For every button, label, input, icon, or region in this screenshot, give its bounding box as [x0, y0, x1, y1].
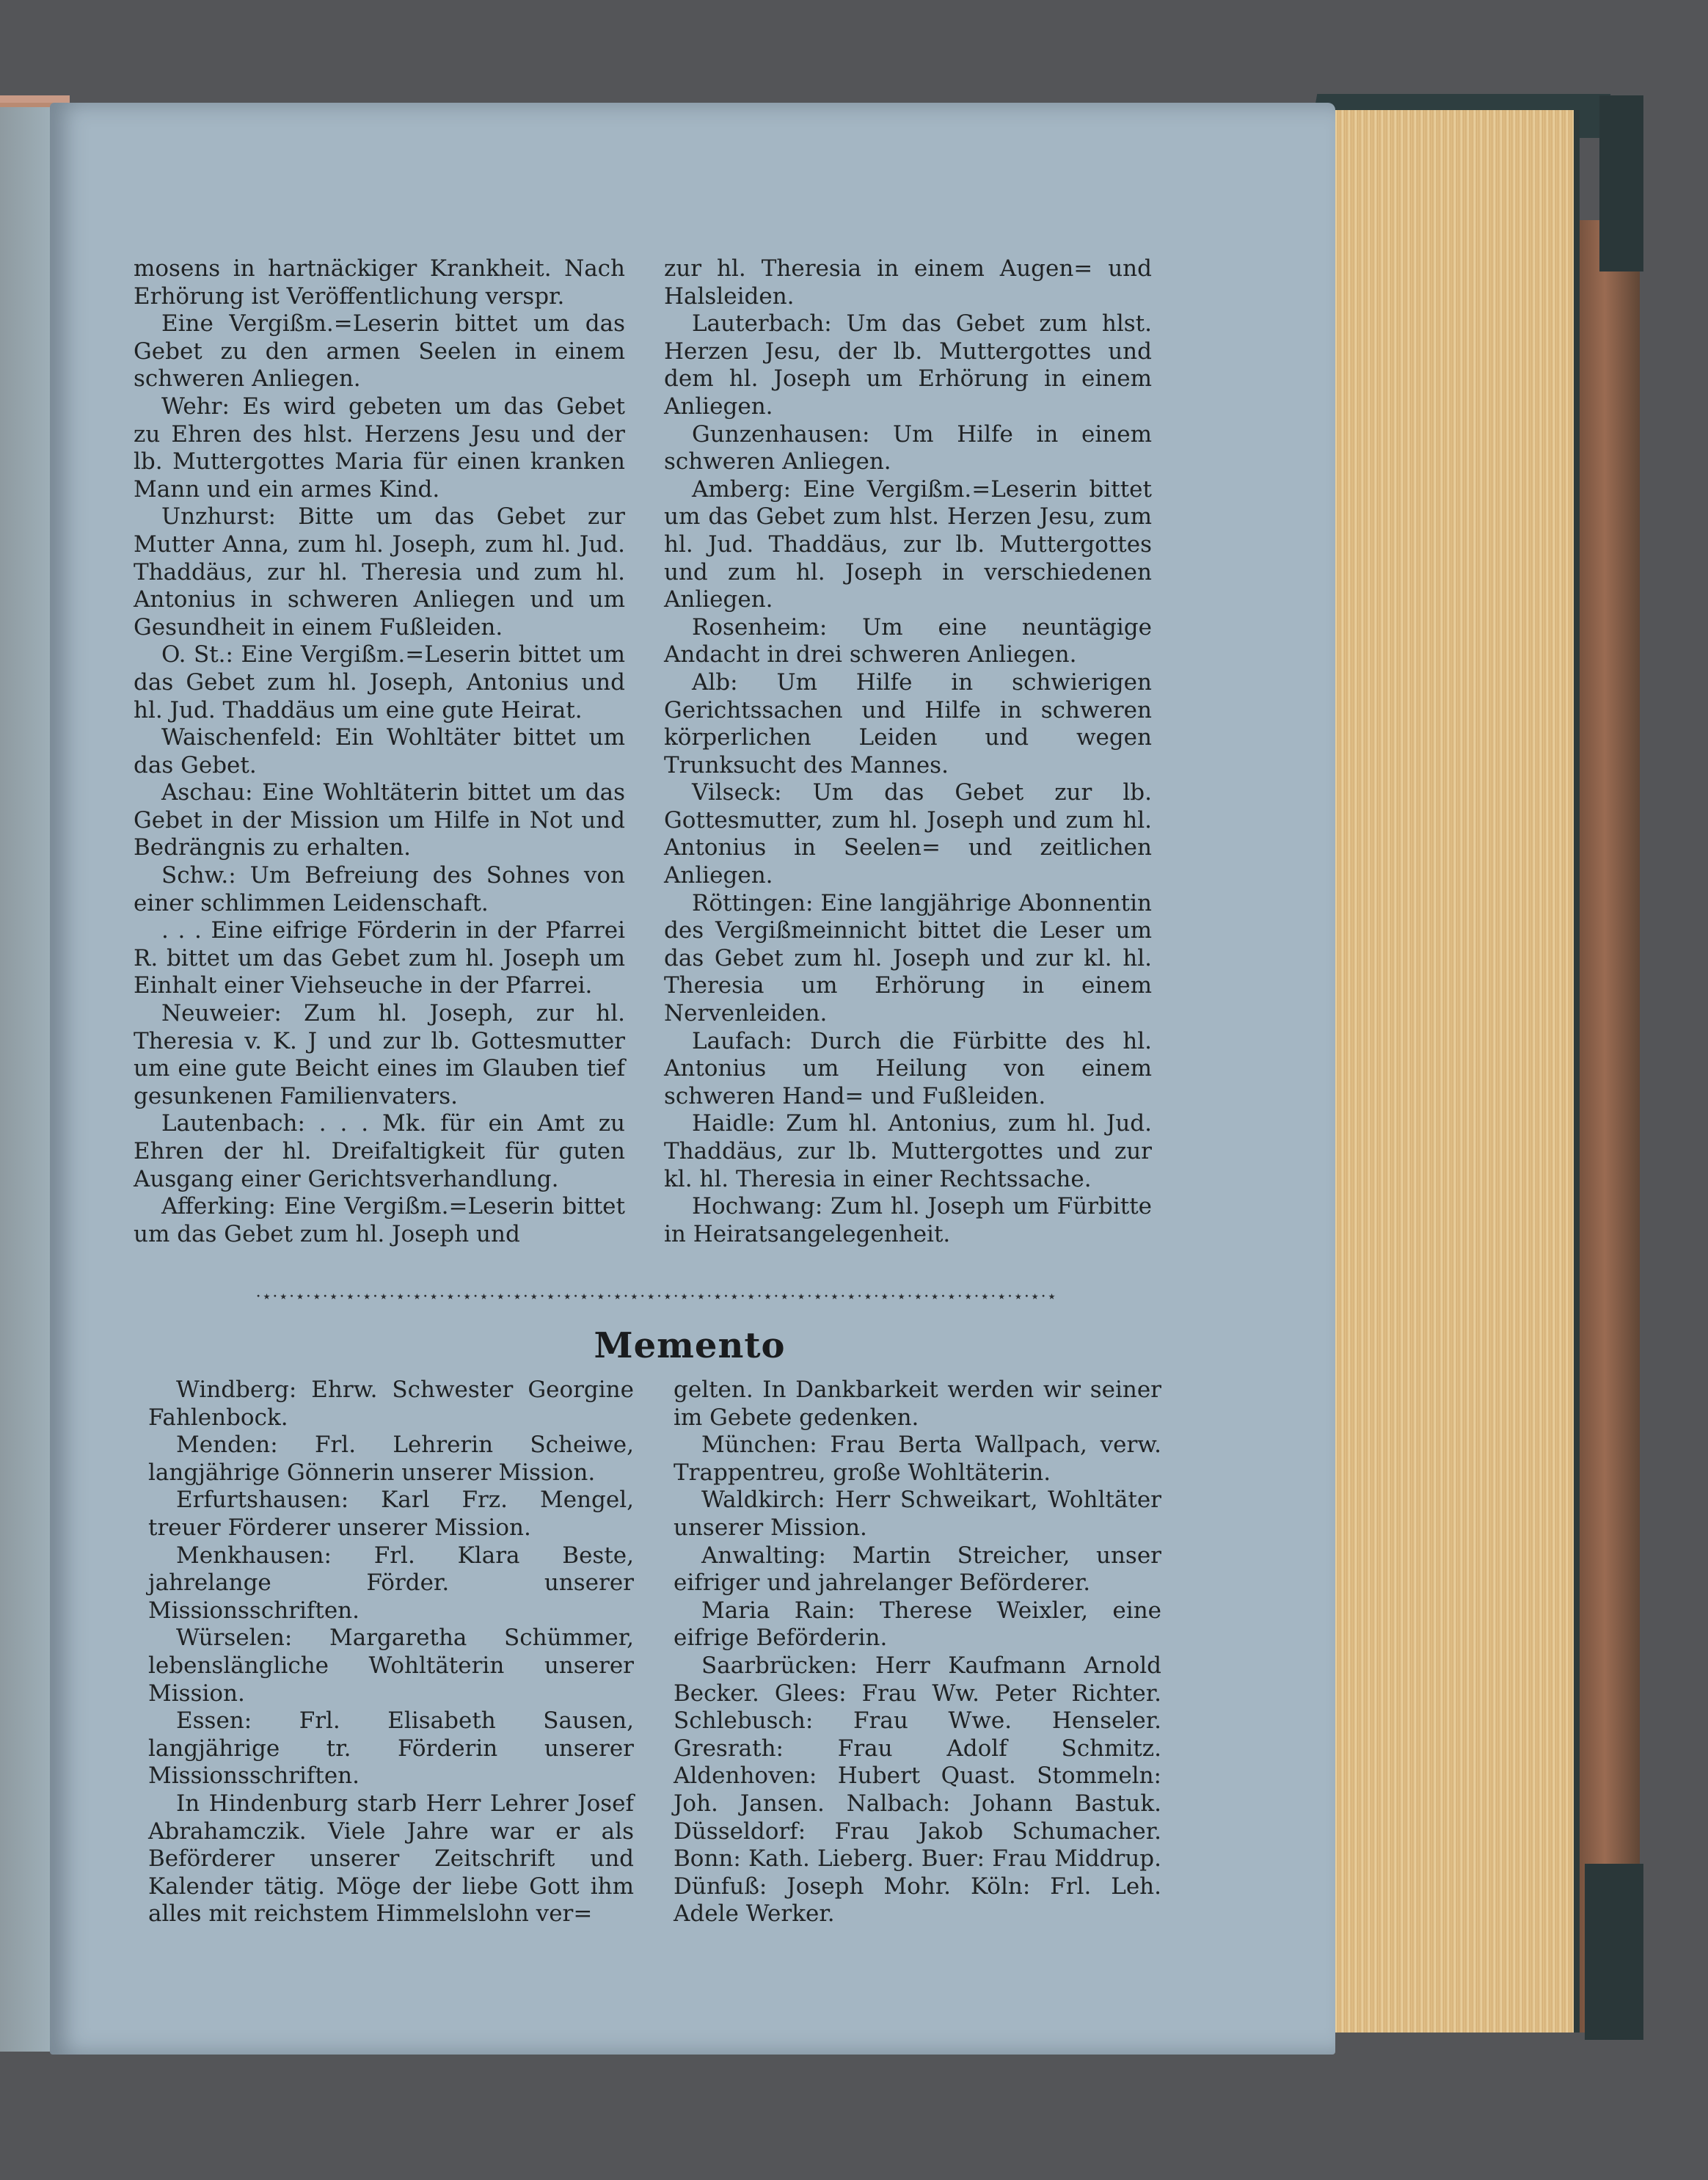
- prayer-entry: Schw.: Um Befreiung des Sohnes von einer schlimmen Leidenschaft.: [134, 862, 625, 916]
- prayer-entry: Lauterbach: Um das Gebet zum hlst. Herzen Jesu, der lb. Muttergottes und dem hl. Joseph um Erhörung in einem Anliegen.: [664, 310, 1152, 420]
- book-corner-bottom: [1585, 1864, 1643, 2040]
- memento-entry: Menkhausen: Frl. Klara Beste, jahrelange Förder. unserer Missionsschriften.: [148, 1542, 634, 1624]
- memento-entry: Maria Rain: Therese Weixler, eine eifrige Beförderin.: [674, 1597, 1161, 1652]
- prayer-requests-right-column: [664, 255, 1152, 1248]
- prayer-entry: Lautenbach: . . . Mk. für ein Amt zu Ehren der hl. Dreifaltigkeit für guten Ausgang einer Gerichtsverhandlung.: [134, 1110, 625, 1192]
- prayer-entry: mosens in hartnäckiger Krankheit. Nach Erhörung ist Veröffentlichung verspr.: [134, 255, 625, 310]
- memento-entry: Menden: Frl. Lehrerin Scheiwe, langjährige Gönnerin unserer Mission.: [148, 1432, 634, 1486]
- prayer-entry: Hochwang: Zum hl. Joseph um Fürbitte in Heiratsangelegenheit.: [664, 1193, 1152, 1247]
- prayer-entry: Vilseck: Um das Gebet zur lb. Gottesmutter, zum hl. Joseph und zum hl. Antonius in Seelen= und zeitlichen Anliegen.: [664, 779, 1152, 889]
- prayer-requests-left-column: [134, 255, 625, 1248]
- prayer-entry: zur hl. Theresia in einem Augen= und Halsleiden.: [664, 255, 1152, 310]
- prayer-entry: Neuweier: Zum hl. Joseph, zur hl. Theresia v. K. J und zur lb. Gottesmutter um eine gute Beicht eines im Glauben tief gesunkenen Familienvaters.: [134, 1000, 625, 1109]
- memento-left-column: [148, 1377, 634, 1928]
- memento-entry: München: Frau Berta Wallpach, verw. Trappentreu, große Wohltäterin.: [674, 1432, 1161, 1486]
- prayer-entry: Eine Vergißm.=Leserin bittet um das Gebet zu den armen Seelen in einem schweren Anliegen.: [134, 310, 625, 393]
- prayer-entry: Alb: Um Hilfe in schwierigen Gerichtssachen und Hilfe in schweren körperlichen Leiden und wegen Trunksucht des Mannes.: [664, 668, 1152, 779]
- memento-entry: Saarbrücken: Herr Kaufmann Arnold Becker. Glees: Frau Ww. Peter Richter. Schlebusch: Frau Wwe. Henseler. Gresrath: Frau Adolf Schmitz. Aldenhoven: Hubert Quast. Stommeln: Joh. Jansen. Nalbach: Johann Bastuk. Düsseldorf: Frau Jakob Schumacher. Bonn: Kath. Lieberg. Buer: Frau Middrup. Dünfuß: Joseph Mohr. Köln: Frl. Leh. Adele Werker.: [674, 1652, 1161, 1928]
- memento-entry: Würselen: Margaretha Schümmer, lebenslängliche Wohltäterin unserer Mission.: [148, 1625, 634, 1707]
- prayer-entry: . . . Eine eifrige Förderin in der Pfarrei R. bittet um das Gebet zum hl. Joseph um Einhalt einer Viehseuche in der Pfarrei.: [134, 917, 625, 999]
- memento-entry: Windberg: Ehrw. Schwester Georgine Fahlenbock.: [148, 1377, 634, 1431]
- page-block-edge: [1332, 110, 1580, 2033]
- memento-entry: Essen: Frl. Elisabeth Sausen, langjährige tr. Förderin unserer Missionsschriften.: [148, 1707, 634, 1790]
- prayer-entry: O. St.: Eine Vergißm.=Leserin bittet um das Gebet zum hl. Joseph, Antonius und hl. Jud. Thaddäus um eine gute Heirat.: [134, 641, 625, 723]
- book-corner-top: [1599, 95, 1643, 271]
- memento-entry: Anwalting: Martin Streicher, unser eifriger und jahrelanger Beförderer.: [674, 1542, 1161, 1597]
- ornamental-divider: ·⋆·⋆·⋆·⋆·⋆·⋆·⋆·⋆·⋆·⋆·⋆·⋆·⋆·⋆·⋆·⋆·⋆·⋆·⋆·⋆·⋆·⋆·⋆·⋆·⋆·⋆·⋆·⋆·⋆·⋆·⋆·⋆·⋆·⋆·⋆·⋆·⋆·⋆·⋆·⋆·⋆·⋆·⋆·⋆·⋆·⋆·⋆·⋆: [255, 1288, 1058, 1305]
- memento-entry: Waldkirch: Herr Schweikart, Wohltäter unserer Mission.: [674, 1487, 1161, 1541]
- prayer-entry: Aschau: Eine Wohltäterin bittet um das Gebet in der Mission um Hilfe in Not und Bedrängnis zu erhalten.: [134, 779, 625, 861]
- prayer-entry: Afferking: Eine Vergißm.=Leserin bittet um das Gebet zum hl. Joseph und: [134, 1193, 625, 1247]
- prayer-entry: Gunzenhausen: Um Hilfe in einem schweren Anliegen.: [664, 420, 1152, 475]
- prayer-entry: Amberg: Eine Vergißm.=Leserin bittet um das Gebet zum hlst. Herzen Jesu, zum hl. Jud. Thaddäus, zur lb. Muttergottes und zum hl. Joseph in verschiedenen Anliegen.: [664, 475, 1152, 613]
- prayer-entry: Waischenfeld: Ein Wohltäter bittet um das Gebet.: [134, 724, 625, 779]
- memento-right-column: [674, 1377, 1161, 1928]
- book-spine: [1570, 220, 1640, 2033]
- memento-heading: Memento: [594, 1325, 786, 1366]
- prayer-entry: Röttingen: Eine langjährige Abonnentin des Vergißmeinnicht bittet die Leser um das Gebet zum hl. Joseph und zur kl. hl. Theresia um Erhörung in einem Nervenleiden.: [664, 889, 1152, 1027]
- memento-entry: Erfurtshausen: Karl Frz. Mengel, treuer Förderer unserer Mission.: [148, 1487, 634, 1541]
- prayer-entry: Unzhurst: Bitte um das Gebet zur Mutter Anna, zum hl. Joseph, zum hl. Jud. Thaddäus, zur hl. Theresia und zum hl. Antonius in schweren Anliegen und um Gesundheit in einem Fußleiden.: [134, 503, 625, 641]
- prayer-entry: Haidle: Zum hl. Antonius, zum hl. Jud. Thaddäus, zur lb. Muttergottes und zur kl. hl. Theresia in einer Rechtssache.: [664, 1110, 1152, 1192]
- memento-entry: gelten. In Dankbarkeit werden wir seiner im Gebete gedenken.: [674, 1377, 1161, 1431]
- prayer-entry: Wehr: Es wird gebeten um das Gebet zu Ehren des hlst. Herzens Jesu und der lb. Muttergottes Maria für einen kranken Mann und ein armes Kind.: [134, 393, 625, 503]
- prayer-entry: Laufach: Durch die Fürbitte des hl. Antonius um Heilung von einem schweren Hand= und Fußleiden.: [664, 1027, 1152, 1109]
- memento-entry: In Hindenburg starb Herr Lehrer Josef Abrahamczik. Viele Jahre war er als Beförderer unserer Zeitschrift und Kalender tätig. Möge der liebe Gott ihm alles mit reichstem Himmelslohn ver=: [148, 1790, 634, 1928]
- prayer-entry: Rosenheim: Um eine neuntägige Andacht in drei schweren Anliegen.: [664, 613, 1152, 668]
